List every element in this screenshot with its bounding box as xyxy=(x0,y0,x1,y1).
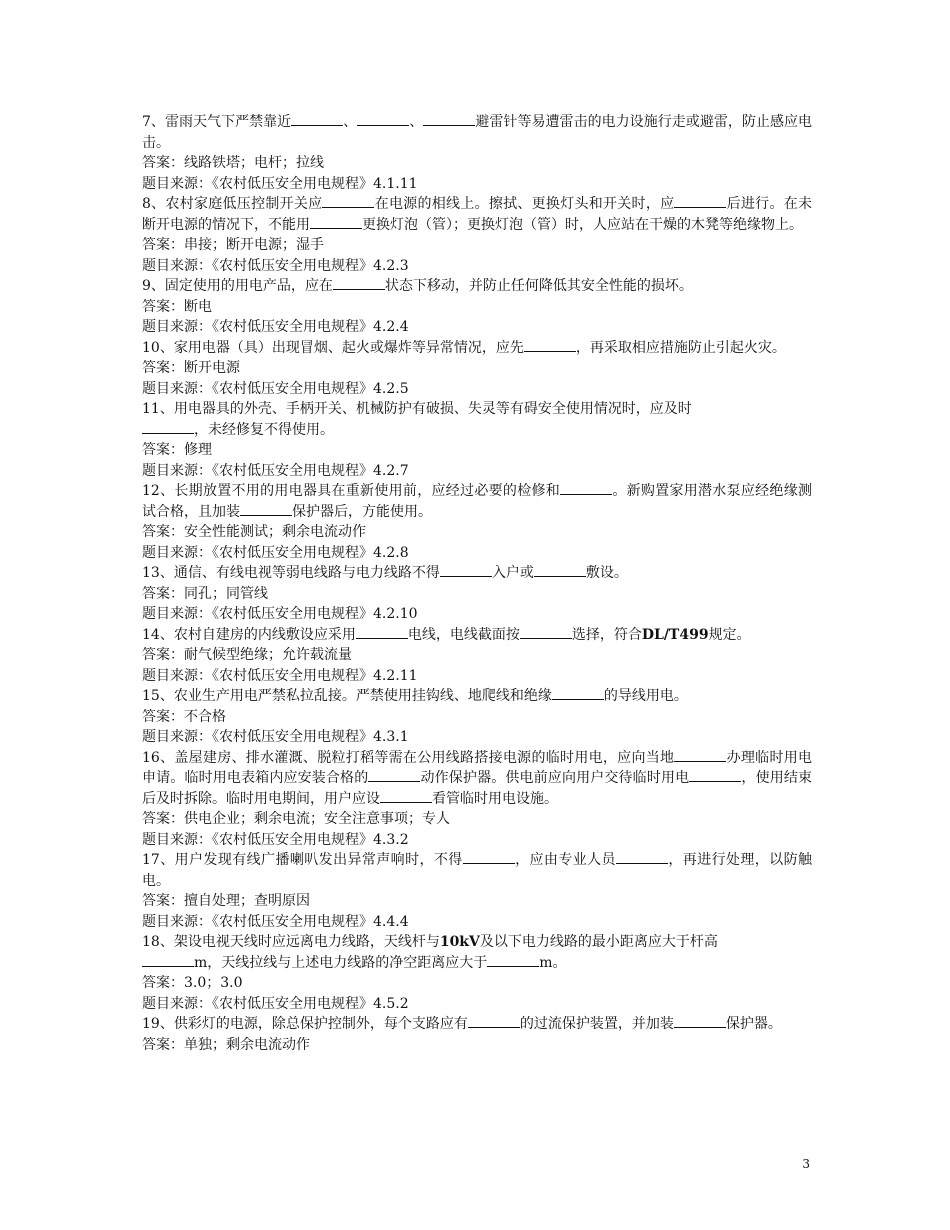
question-text-fragment: 11、用电器具的外壳、手柄开关、机械防护有破损、失灵等有碍安全使用情况时，应及时 xyxy=(142,401,692,417)
source-10: 题目来源：《农村低压安全用电规程》4.2.5 xyxy=(142,380,409,397)
question-11 xyxy=(142,399,812,440)
question-text-fragment: 看管临时用电设施。 xyxy=(432,790,558,807)
source-13: 题目来源：《农村低压安全用电规程》4.2.10 xyxy=(142,606,418,622)
question-text-fragment: 选择，符合 xyxy=(571,626,642,643)
question-text-fragment: 保护器。 xyxy=(725,1016,782,1032)
source-7: 题目来源：《农村低压安全用电规程》4.1.11 xyxy=(142,175,418,192)
fill-in-blank xyxy=(520,625,572,639)
source-12: 题目来源：《农村低压安全用电规程》4.2.8 xyxy=(142,544,409,561)
question-text-fragment: m。 xyxy=(539,954,567,971)
answer-10: 答案：断开电源 xyxy=(142,360,240,376)
fill-in-blank xyxy=(240,502,292,516)
question-text-fragment: 15、农业生产用电严禁私拉乱接。严禁使用挂钩线、地爬线和绝缘 xyxy=(142,688,552,704)
question-7 xyxy=(142,112,812,153)
question-text-fragment: 避雷针等易遭雷击的电力设施行走或避雷，防止感应电击。 xyxy=(142,114,813,151)
source-11: 题目来源：《农村低压安全用电规程》4.2.7 xyxy=(142,462,409,479)
question-8 xyxy=(142,194,812,235)
fill-in-blank xyxy=(674,748,726,762)
question-text-fragment: 保护器后，方能使用。 xyxy=(292,503,432,520)
answer-18: 答案：3.0；3.0 xyxy=(142,975,243,991)
question-12 xyxy=(142,481,812,522)
question-text-fragment: DL/T499 xyxy=(641,626,709,643)
fill-in-blank xyxy=(560,481,612,495)
question-text-fragment: 14、农村自建房的内线敷设应采用 xyxy=(142,626,356,643)
question-text-fragment: 动作保护器。供电前应向用户交待临时用电 xyxy=(420,770,690,786)
fill-in-blank xyxy=(534,563,586,577)
question-text-fragment: 10、家用电器（具）出现冒烟、起火或爆炸等异常情况，应先 xyxy=(142,339,524,356)
fill-in-blank xyxy=(322,194,374,208)
answer-13: 答案：同孔；同管线 xyxy=(142,585,268,602)
fill-in-blank xyxy=(463,850,515,864)
fill-in-blank xyxy=(357,112,409,126)
question-text-fragment: 8、农村家庭低压控制开关应 xyxy=(142,196,323,212)
answer-15: 答案：不合格 xyxy=(142,708,226,725)
question-text-fragment: 规定。 xyxy=(708,626,751,643)
question-17 xyxy=(142,850,812,891)
question-text-fragment: 及以下电力线路的最小距离应大于杆高 xyxy=(479,934,718,950)
question-text-fragment: 入户或 xyxy=(491,565,534,581)
question-9 xyxy=(142,276,812,297)
fill-in-blank xyxy=(423,112,475,126)
question-text-fragment: 16、盖屋建房、排水灌溉、脱粒打稻等需在公用线路搭接电源的临时用电，应向当地 xyxy=(142,749,675,766)
answer-17: 答案：擅自处理；查明原因 xyxy=(142,893,310,909)
question-text-fragment: 9、固定使用的用电产品，应在 xyxy=(142,278,333,294)
fill-in-blank xyxy=(291,112,343,126)
question-14 xyxy=(142,625,812,646)
question-text-fragment: 13、通信、有线电视等弱电线路与电力线路不得 xyxy=(142,565,440,581)
answer-11: 答案：修理 xyxy=(142,442,212,458)
fill-in-blank xyxy=(440,563,492,577)
question-text-fragment: 。新购置家用潜水泵应经绝缘测试合格，且加装 xyxy=(142,483,812,520)
question-10 xyxy=(142,338,812,359)
question-13 xyxy=(142,563,812,584)
question-text-fragment: 办理临时用电申请。临时用电表箱内应安装合格的 xyxy=(142,749,813,786)
question-text-fragment: 18、架设电视天线时应远离电力线路，天线杆与 xyxy=(142,934,440,950)
source-16: 题目来源：《农村低压安全用电规程》4.3.2 xyxy=(142,831,409,848)
question-text-fragment: 的导线用电。 xyxy=(603,688,688,704)
answer-14: 答案：耐气候型绝缘；允许载流量 xyxy=(142,647,352,663)
page-number: 3 xyxy=(802,1157,810,1171)
answer-8: 答案：串接；断开电源；湿手 xyxy=(142,237,324,253)
question-text-fragment: ，应由专业人员 xyxy=(514,852,616,868)
question-19 xyxy=(142,1014,812,1035)
question-text-fragment: ，再采取相应措施防止引起火灾。 xyxy=(575,339,786,356)
question-text-fragment: 19、供彩灯的电源，除总保护控制外，每个支路应有 xyxy=(142,1016,468,1032)
question-text-fragment: 10kV xyxy=(439,934,480,950)
question-text-fragment: 在电源的相线上。擦拭、更换灯头和开关时，应 xyxy=(374,196,675,212)
question-text-fragment: 12、长期放置不用的用电器具在重新使用前，应经过必要的检修和 xyxy=(142,483,561,499)
question-text-fragment: 17、用户发现有线广播喇叭发出异常声响时，不得 xyxy=(142,852,463,868)
question-text-fragment: 状态下移动，并防止任何降低其安全性能的损坏。 xyxy=(384,278,693,294)
answer-7: 答案：线路铁塔；电杆；拉线 xyxy=(142,155,324,171)
question-text-fragment: m，天线拉线与上述电力线路的净空距离应大于 xyxy=(194,954,488,971)
fill-in-blank xyxy=(689,768,741,782)
question-text-fragment: ，使用结束后及时拆除。临时用电期间，用户应设 xyxy=(142,770,813,807)
fill-in-blank xyxy=(356,625,408,639)
source-17: 题目来源：《农村低压安全用电规程》4.4.4 xyxy=(142,913,409,930)
fill-in-blank xyxy=(616,850,668,864)
source-15: 题目来源：《农村低压安全用电规程》4.3.1 xyxy=(142,729,409,745)
answer-19: 答案：单独；剩余电流动作 xyxy=(142,1036,310,1053)
question-16 xyxy=(142,748,812,810)
fill-in-blank xyxy=(674,1014,726,1028)
answer-9: 答案：断电 xyxy=(142,298,212,315)
fill-in-blank xyxy=(142,953,194,967)
fill-in-blank xyxy=(552,686,604,700)
question-text-fragment: 7、雷雨天气下严禁靠近 xyxy=(142,114,292,130)
fill-in-blank xyxy=(142,420,194,434)
question-15 xyxy=(142,686,812,707)
question-18 xyxy=(142,932,812,973)
question-text-fragment: ，未经修复不得使用。 xyxy=(194,421,334,438)
fill-in-blank xyxy=(524,338,576,352)
answer-16: 答案：供电企业；剩余电流；安全注意事项；专人 xyxy=(142,811,450,827)
source-8: 题目来源：《农村低压安全用电规程》4.2.3 xyxy=(142,257,409,274)
question-text-fragment: 、 xyxy=(343,114,358,130)
source-9: 题目来源：《农村低压安全用电规程》4.2.4 xyxy=(142,319,409,335)
source-18: 题目来源：《农村低压安全用电规程》4.5.2 xyxy=(142,995,409,1012)
question-text-fragment: 的过流保护装置，并加装 xyxy=(519,1016,674,1032)
question-list xyxy=(142,112,812,1055)
fill-in-blank xyxy=(674,194,726,208)
question-text-fragment: 电线，电线截面按 xyxy=(407,626,520,643)
question-text-fragment: 敷设。 xyxy=(585,565,628,581)
fill-in-blank xyxy=(368,768,420,782)
answer-12: 答案：安全性能测试；剩余电流动作 xyxy=(142,524,366,540)
fill-in-blank xyxy=(333,276,385,290)
question-text-fragment: 、 xyxy=(409,114,424,130)
source-14: 题目来源：《农村低压安全用电规程》4.2.11 xyxy=(142,667,418,684)
question-text-fragment: ，再进行处理，以防触电。 xyxy=(142,852,812,889)
question-text-fragment: 后进行。在未断开电源的情况下，不能用 xyxy=(142,196,812,233)
fill-in-blank xyxy=(468,1014,520,1028)
fill-in-blank xyxy=(310,215,362,229)
fill-in-blank xyxy=(487,953,539,967)
fill-in-blank xyxy=(380,789,432,803)
question-text-fragment: 更换灯泡（管）；更换灯泡（管）时，人应站在干燥的木凳等绝缘物上。 xyxy=(362,216,803,233)
